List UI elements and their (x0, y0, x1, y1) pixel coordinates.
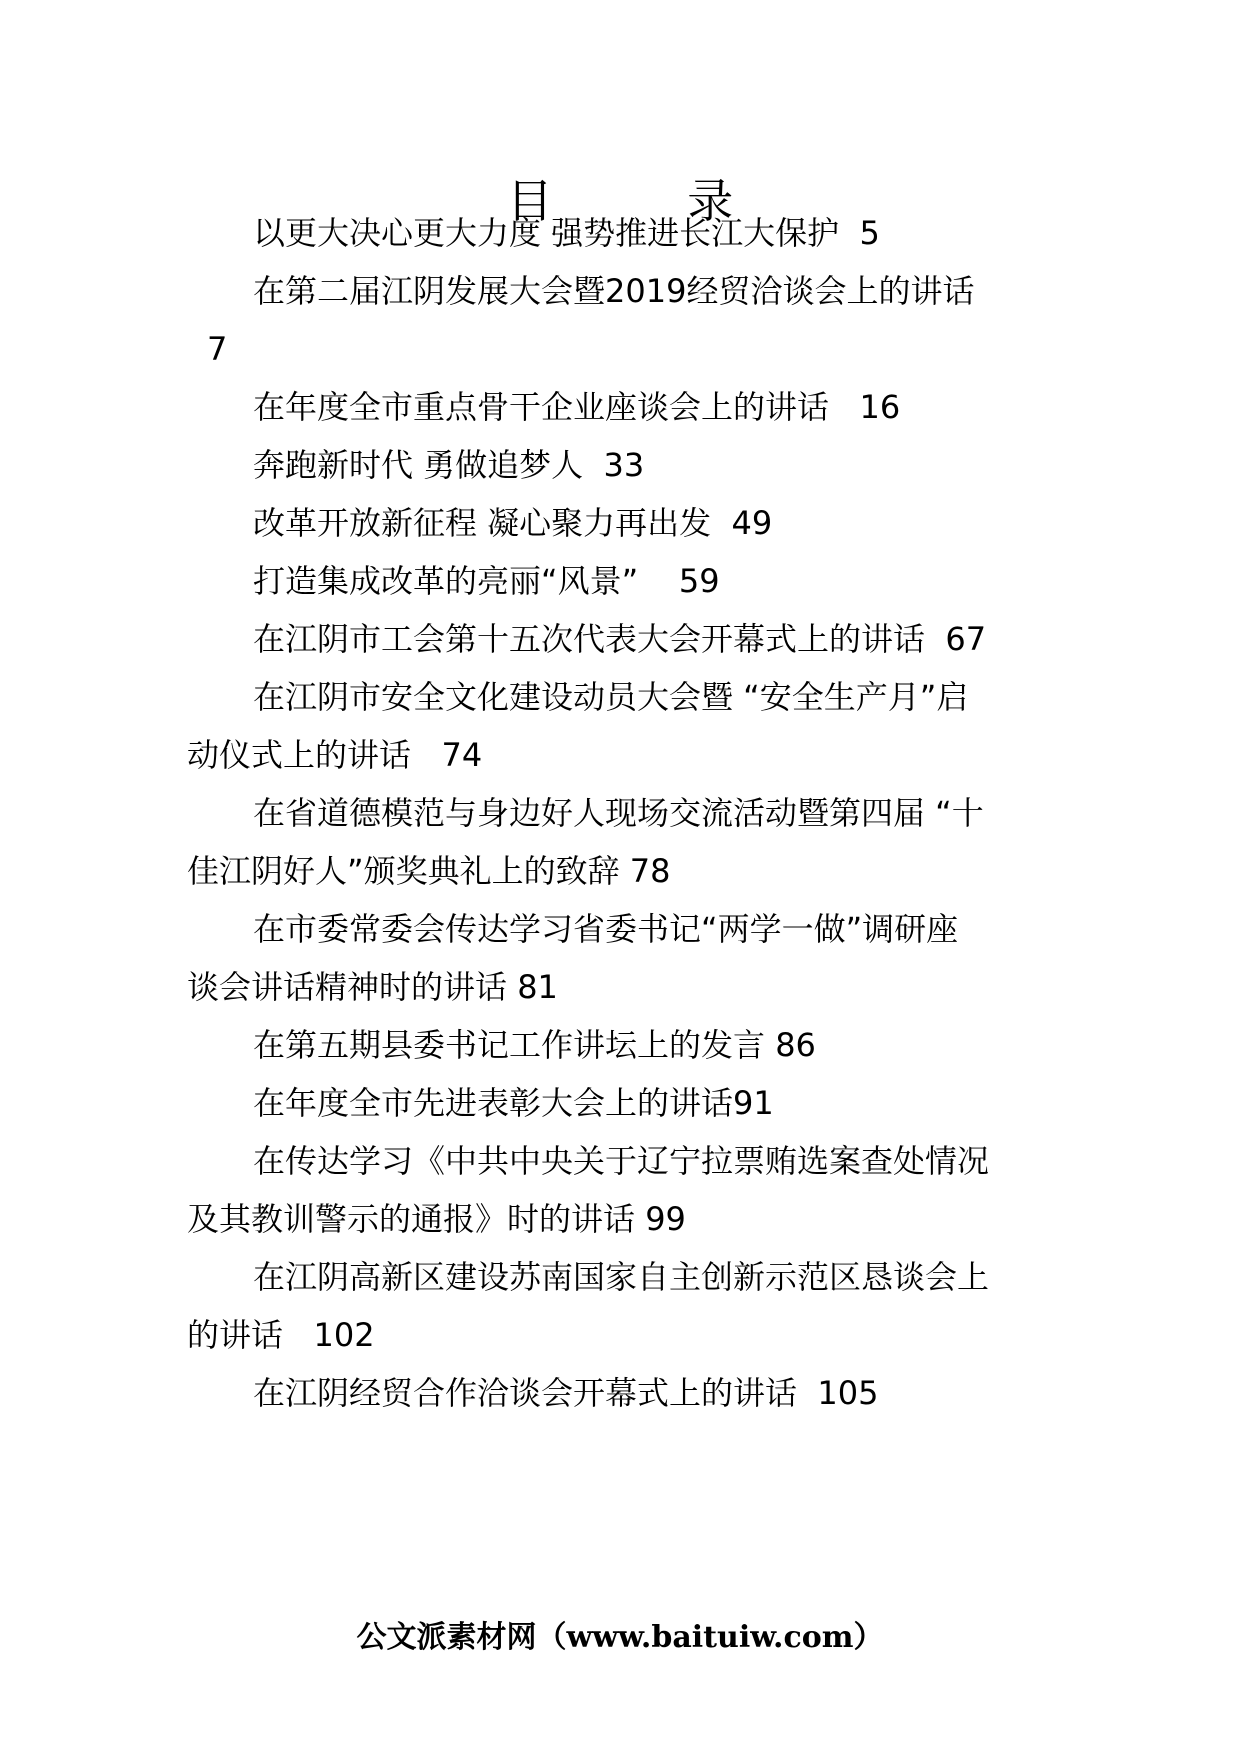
toc-entry-title: 奔跑新时代 勇做追梦人 (253, 446, 584, 484)
toc-entry (187, 1141, 1153, 1181)
toc-entry-title: 在江阴经贸合作洽谈会开幕式上的讲话 (253, 1374, 798, 1412)
toc-entry-title: 动仪式上的讲话 (187, 736, 412, 774)
toc-entry (187, 387, 1153, 427)
page-footer (0, 1618, 1240, 1658)
toc-entry-title: 及其教训警示的通报》时的讲话 (187, 1200, 636, 1238)
toc-entry-title: 在第五期县委书记工作讲坛上的发言 (253, 1026, 766, 1064)
toc-entry-page: 99 (645, 1200, 686, 1238)
toc-entry-title: 在江阴市工会第十五次代表大会开幕式上的讲话 (253, 620, 926, 658)
toc-entry (187, 1083, 1153, 1123)
toc-entry-page: 74 (441, 736, 483, 774)
toc-entry-page: 5 (859, 214, 880, 252)
toc-entry-title: 打造集成改革的亮丽“风景” (253, 562, 639, 600)
toc-entry-page: 102 (313, 1316, 375, 1354)
toc-entry-page: 49 (731, 504, 773, 542)
toc-entry (187, 1025, 1153, 1065)
toc-entry-continued (187, 1315, 1087, 1355)
toc-entry-title: 在省道德模范与身边好人现场交流活动暨第四届 “十 (253, 794, 984, 832)
toc-entry-title: 在传达学习《中共中央关于辽宁拉票贿选案查处情况 (253, 1142, 990, 1180)
toc-entry-title: 在年度全市重点骨干企业座谈会上的讲话 (253, 388, 830, 426)
toc-entry-title: 以更大决心更大力度 强势推进长江大保护 (253, 214, 840, 252)
toc-entry (187, 619, 1153, 659)
toc-entry-title: 在第二届江阴发展大会暨2019经贸洽谈会上的讲话 (253, 272, 975, 310)
toc-entry-title: 在江阴市安全文化建设动员大会暨 “安全生产月”启 (253, 678, 969, 716)
toc-entry-page: 105 (817, 1374, 879, 1412)
toc-entry-title: 改革开放新征程 凝心聚力再出发 (253, 504, 712, 542)
toc-entry (187, 561, 1153, 601)
toc-entry (187, 909, 1153, 949)
toc-entry-page: 16 (859, 388, 901, 426)
toc-entry-title: 佳江阴好人”颁奖典礼上的致辞 (187, 852, 620, 890)
footer-site: （www.baituiw.com） (536, 1620, 884, 1655)
toc-entry-continued (187, 967, 1087, 1007)
toc-entry-page: 86 (775, 1026, 816, 1064)
toc-entry-page: 33 (603, 446, 645, 484)
toc-entry-page: 67 (945, 620, 987, 658)
toc-entry (187, 677, 1153, 717)
toc-entry-continued (187, 851, 1087, 891)
toc-entry-page: 59 (678, 562, 720, 600)
toc-entry-page: 81 (517, 968, 558, 1006)
toc-entry-page: 7 (207, 330, 228, 368)
toc-entry-continued (187, 735, 1087, 775)
page-title: 目 录 (506, 174, 794, 228)
toc-entry (187, 793, 1153, 833)
toc-entry (187, 1257, 1153, 1297)
toc-entry-title: 在市委常委会传达学习省委书记“两学一做”调研座 (253, 910, 959, 948)
toc-entry (187, 503, 1153, 543)
toc-entry (187, 1373, 1153, 1413)
toc-entry-page: 78 (629, 852, 671, 890)
toc-entry-title: 谈会讲话精神时的讲话 (187, 968, 508, 1006)
toc-entry-title: 的讲话 (187, 1316, 284, 1354)
toc-entry-page: 91 (733, 1084, 774, 1122)
toc-entry (187, 213, 1153, 253)
toc-entry-continued (187, 1199, 1087, 1239)
toc-entry-title: 在年度全市先进表彰大会上的讲话 (253, 1084, 734, 1122)
toc-entry-title: 在江阴高新区建设苏南国家自主创新示范区恳谈会上 (253, 1258, 990, 1296)
toc-entry (187, 445, 1153, 485)
toc-entry (187, 271, 1153, 311)
footer-brand: 公文派素材网 (356, 1620, 537, 1655)
